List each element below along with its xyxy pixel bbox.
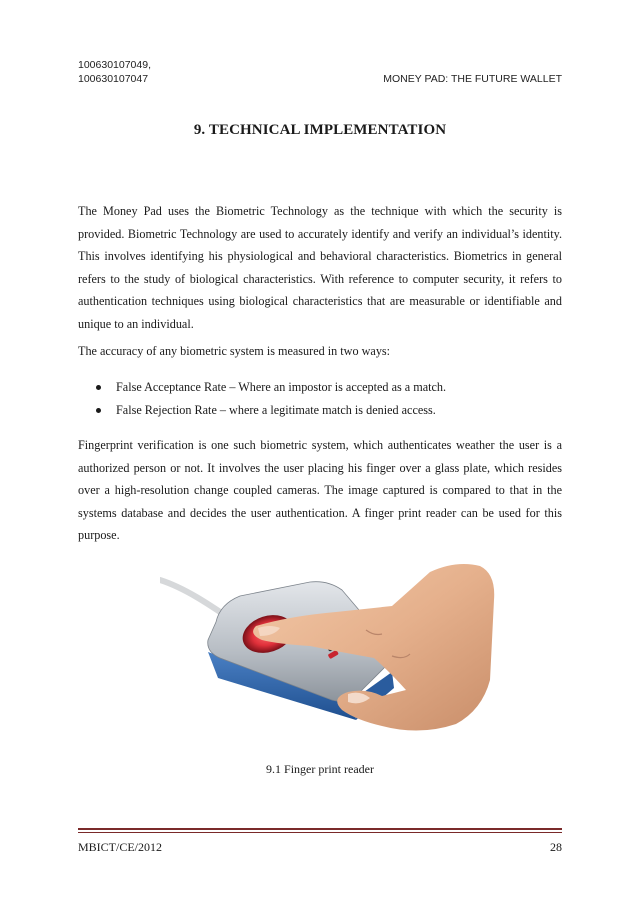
student-id-2: 100630107047 [78, 73, 149, 85]
fingerprint-paragraph: Fingerprint verification is one such biometric system, which authenticates weather the user is a authorized person or not. It involves the user placing his finger over a glass plate, which resides over a high-resolution change coupled cameras. The image captured is compared to that in the systems database and decides the user authentication. A finger print reader can be used for this purpose. [78, 438, 562, 542]
intro-paragraph: The Money Pad uses the Biometric Technology as the technique with which the security is provided. Biometric Technology are used to accurately identify and verify an individual’s identity. This involves identifying his physiological and behavioral characteristics. Biometrics in general refers to the study of biological characteristics. With reference to computer security, it refers to authentication techniques using biological characteristics that are measurable or identifiable and unique to an individual. [78, 204, 562, 331]
accuracy-list [94, 376, 554, 421]
bullet-icon [96, 385, 101, 390]
accuracy-paragraph: The accuracy of any biometric system is measured in two ways: [78, 344, 391, 358]
list-item [94, 399, 554, 422]
page-header [78, 58, 562, 86]
section-title: 9. TECHNICAL IMPLEMENTATION [193, 122, 447, 138]
page-number: 28 [550, 840, 562, 854]
list-item-text: False Rejection Rate – where a legitimate match is denied access. [116, 402, 436, 417]
student-id-1: 100630107049, [78, 59, 151, 71]
footer-code: MBICT/CE/2012 [78, 840, 163, 854]
list-item [94, 376, 554, 399]
list-item-text: False Acceptance Rate – Where an impostor is accepted as a match. [116, 380, 447, 394]
project-title: MONEY PAD: THE FUTURE WALLET [383, 73, 562, 85]
fingerprint-reader-image [160, 560, 496, 736]
footer-rule-thin [78, 832, 562, 833]
bullet-icon [96, 408, 101, 413]
footer-rule-thick [78, 828, 562, 830]
figure-caption: 9.1 Finger print reader [266, 762, 374, 776]
